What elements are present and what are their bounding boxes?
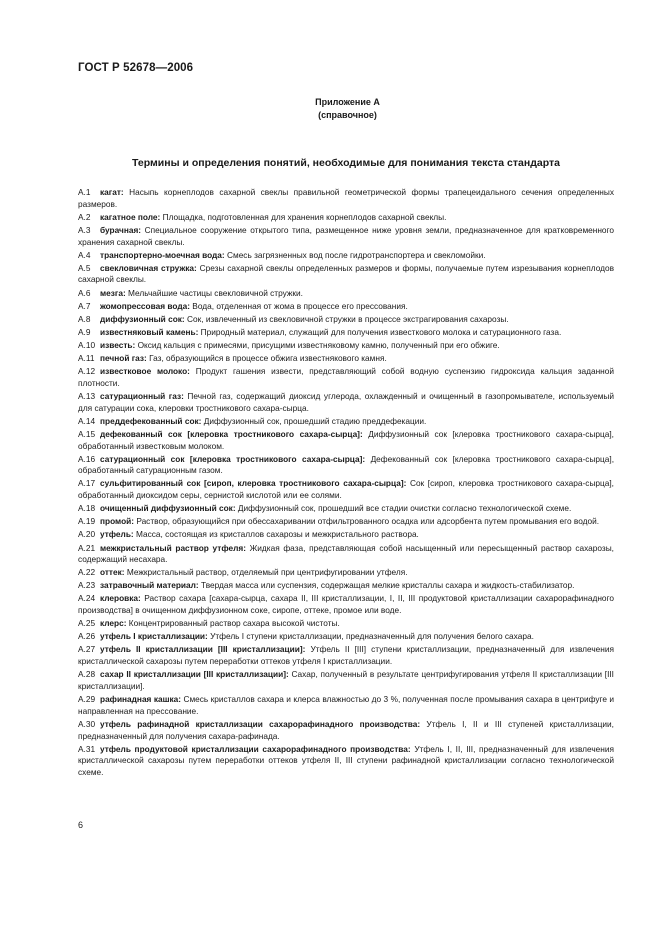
term-number: А.10: [78, 339, 96, 350]
annex-type: (справочное): [318, 110, 377, 120]
term-name: кагат:: [100, 187, 124, 197]
term-name: утфель:: [100, 529, 134, 540]
term-number: А.8: [78, 313, 91, 324]
term-definition: Смесь кристаллов сахара и клерса влажностью до 3 %, полученная после промывания сахара в центрифуге и направленная на прессование.: [78, 694, 614, 716]
term-entry: [78, 567, 614, 579]
term-definition: Специальное сооружение открытого типа, размещенное ниже уровня земли, предназначенное для кратковременного хранения сахарной свеклы.: [78, 224, 614, 247]
term-entry: [78, 288, 614, 300]
term-entry: [78, 366, 614, 389]
term-definition: Диффузионный сок, прошедший все стадии очистки согласно технологической схеме.: [237, 503, 572, 514]
term-definition: Твердая масса или суспензия, содержащая мелкие кристаллы сахара и жидкость-стабилизатор.: [201, 580, 575, 591]
term-entry: [78, 593, 614, 616]
term-definition: Смесь загрязненных вод после гидротранспортера и свекломойки.: [227, 249, 486, 260]
term-entry: [78, 250, 614, 262]
term-number: А.16: [78, 453, 96, 464]
term-entry: [78, 225, 614, 248]
term-name: межкристальный раствор утфеля:: [100, 542, 246, 553]
term-number: А.22: [78, 567, 96, 578]
term-number: А.6: [78, 287, 91, 298]
term-entry: [78, 212, 614, 224]
term-number: А.14: [78, 415, 96, 426]
term-number: А.30: [78, 718, 96, 729]
term-entry: [78, 529, 614, 541]
term-name: сахар II кристаллизации [III кристаллизации]:: [100, 669, 289, 680]
term-name: кагатное поле:: [100, 211, 161, 222]
term-definition: Продукт гашения извести, представляющий собой водную суспензию гидроксида кальция заданной плотности.: [78, 366, 614, 388]
term-number: А.3: [78, 224, 91, 235]
term-name: промой:: [100, 516, 134, 527]
term-definition: Раствор, образующийся при обессахаривании отфильтрованного осадка или адсорбента путем промывания его водой.: [136, 516, 600, 527]
term-entry: [78, 503, 614, 515]
term-definition: Мельчайшие частицы свекловичной стружки.: [128, 287, 303, 298]
term-definition: Утфель I ступени кристаллизации, предназначенный для получения белого сахара.: [210, 631, 534, 642]
term-number: А.12: [78, 366, 96, 377]
term-definition: Срезы сахарной свеклы определенных размеров и формы, получаемые путем изрезывания корнеплодов сахарной свеклы.: [78, 262, 614, 285]
term-name: затравочный материал:: [100, 580, 199, 591]
term-name: известковое молоко:: [100, 366, 190, 377]
term-name: утфель продуктовой кристаллизации сахарорафинадного производства:: [100, 743, 411, 754]
term-number: А.2: [78, 211, 91, 222]
annex-title: Приложение А: [315, 97, 380, 107]
term-number: А.5: [78, 262, 91, 273]
term-definition: Сок, извлеченный из свекловичной стружки в процессе экстрагирования сахарозы.: [187, 313, 509, 324]
term-number: А.23: [78, 580, 96, 591]
term-number: А.15: [78, 428, 96, 439]
term-number: А.9: [78, 326, 91, 337]
term-definition: Дефекованный сок [клеровка тростникового сахара-сырца], обработанный сатурационным газом.: [78, 453, 614, 476]
term-number: А.7: [78, 300, 91, 311]
term-definition: Оксид кальция с примесями, присущими известняковому камню, полученный при его обжиге.: [137, 339, 500, 350]
term-entry: [78, 618, 614, 630]
term-definition: Сок [сироп, клеровка тростникового сахара-сырца], обработанный диоксидом серы, сернистой кислотой или ее солями.: [78, 478, 614, 501]
standard-header: ГОСТ Р 52678—2006: [78, 62, 194, 74]
term-definition: Насыпь корнеплодов сахарной свеклы правильной геометрической формы трапецеидального сечения определенных размеров.: [78, 187, 614, 209]
term-name: диффузионный сок:: [100, 313, 185, 324]
term-number: А.27: [78, 644, 96, 655]
term-number: А.19: [78, 516, 96, 527]
term-name: мезга:: [100, 287, 126, 298]
term-name: сатурационный сок [клеровка тростникового сахара-сырца]:: [100, 453, 366, 464]
term-definition: Утфель I, II и III ступеней кристаллизации, предназначенный для получения сахара-рафинада.: [78, 718, 614, 741]
term-number: А.4: [78, 249, 91, 260]
terms-list: [78, 187, 614, 780]
annex-heading: [0, 96, 661, 122]
term-name: сульфитированный сок [сироп, клеровка тростникового сахара-сырца]:: [100, 478, 407, 489]
term-number: А.26: [78, 631, 96, 642]
term-number: А.20: [78, 529, 96, 540]
term-name: утфель I кристаллизации:: [100, 631, 208, 642]
term-entry: [78, 429, 614, 452]
term-entry: [78, 669, 614, 692]
page-number: 6: [78, 820, 84, 830]
term-entry: [78, 719, 614, 742]
term-name: клерс:: [100, 618, 127, 629]
term-definition: Межкристальный раствор, отделяемый при центрифугировании утфеля.: [126, 567, 408, 578]
term-name: клеровка:: [100, 593, 141, 604]
term-definition: Печной газ, содержащий диоксид углерода, охлажденный и очищенный в газопромывателе, используемый для сатурации сока, клеровки тростникового сахара-сырца.: [78, 390, 614, 413]
term-entry: [78, 516, 614, 528]
term-number: А.21: [78, 542, 96, 553]
term-entry: [78, 187, 614, 210]
term-definition: Площадка, подготовленная для хранения корнеплодов сахарной свеклы.: [162, 211, 447, 222]
term-entry: [78, 454, 614, 477]
term-number: А.17: [78, 478, 96, 489]
term-name: очищенный диффузионный сок:: [100, 503, 236, 514]
section-title: Термины и определения понятий, необходимые для понимания текста стандарта: [132, 157, 560, 169]
term-definition: Жидкая фаза, представляющая собой насыщенный или пересыщенный раствор сахарозы, содержащий несахара.: [78, 542, 614, 565]
term-entry: [78, 631, 614, 643]
term-entry: [78, 340, 614, 352]
term-name: сатурационный газ:: [100, 390, 184, 401]
term-number: А.25: [78, 618, 96, 629]
term-entry: [78, 580, 614, 592]
term-entry: [78, 391, 614, 414]
term-definition: Природный материал, служащий для получения известкового молока и сатурационного газа.: [200, 326, 562, 337]
term-number: А.29: [78, 694, 96, 705]
term-number: А.11: [78, 353, 95, 364]
term-definition: Концентрированный раствор сахара высокой чистоты.: [128, 618, 340, 629]
term-name: утфель II кристаллизации [III кристаллизации]:: [100, 644, 306, 655]
term-name: свекловичная стружка:: [100, 262, 197, 273]
term-entry: [78, 263, 614, 286]
term-name: известь:: [100, 339, 136, 350]
term-name: оттек:: [100, 567, 125, 578]
term-name: рафинадная кашка:: [100, 694, 182, 705]
term-definition: Газ, образующийся в процессе обжига известнякового камня.: [149, 353, 387, 364]
term-number: А.31: [78, 743, 96, 754]
term-name: дефекованный сок [клеровка тростникового сахара-сырца]:: [100, 428, 363, 439]
term-definition: Масса, состоящая из кристаллов сахарозы и межкристального раствора.: [136, 529, 419, 540]
term-name: печной газ:: [100, 353, 147, 364]
term-definition: Сахар, полученный в результате центрифугирования утфеля II кристаллизации [III кристаллизации].: [78, 669, 614, 691]
term-definition: Диффузионный сок, прошедший стадию преддефекации.: [203, 415, 427, 426]
term-entry: [78, 644, 614, 667]
term-entry: [78, 353, 614, 365]
term-entry: [78, 301, 614, 313]
term-name: утфель рафинадной кристаллизации сахарорафинадного производства:: [100, 718, 421, 729]
term-entry: [78, 543, 614, 566]
term-definition: Утфель I, II, III, предназначенный для извлечения кристаллической сахарозы путем переработки оттеков утфеля II, III ступени рафинадной кристаллизации согласно технологической схеме.: [78, 743, 615, 778]
term-entry: [78, 744, 614, 779]
term-entry: [78, 314, 614, 326]
term-definition: Диффузионный сок [клеровка тростникового сахара-сырца], обработанный известковым молоком.: [78, 428, 614, 451]
term-entry: [78, 694, 614, 717]
term-definition: Утфель II [III] ступени кристаллизации, предназначенный для извлечения кристаллической сахарозы путем переработки оттеков утфеля I кристаллизации.: [78, 644, 614, 667]
term-number: А.24: [78, 593, 96, 604]
term-name: жомопрессовая вода:: [100, 300, 190, 311]
term-entry: [78, 478, 614, 501]
term-name: транспортерно-моечная вода:: [100, 249, 225, 260]
term-definition: Раствор сахара [сахара-сырца, сахара II, III кристаллизации, I, II, III продуктовой кристаллизации сахарорафинадного производства] в очищенном диффузионном соке, сиропе, оттеке, промое или воде.: [78, 593, 614, 616]
term-number: А.13: [78, 390, 96, 401]
term-number: А.1: [78, 187, 91, 197]
term-number: А.28: [78, 669, 96, 680]
term-name: бурачная:: [100, 224, 142, 235]
term-name: преддефекованный сок:: [100, 415, 202, 426]
term-number: А.18: [78, 503, 96, 514]
term-entry: [78, 416, 614, 428]
term-definition: Вода, отделенная от жома в процессе его прессования.: [192, 300, 408, 311]
term-name: известняковый камень:: [100, 326, 199, 337]
term-entry: [78, 327, 614, 339]
